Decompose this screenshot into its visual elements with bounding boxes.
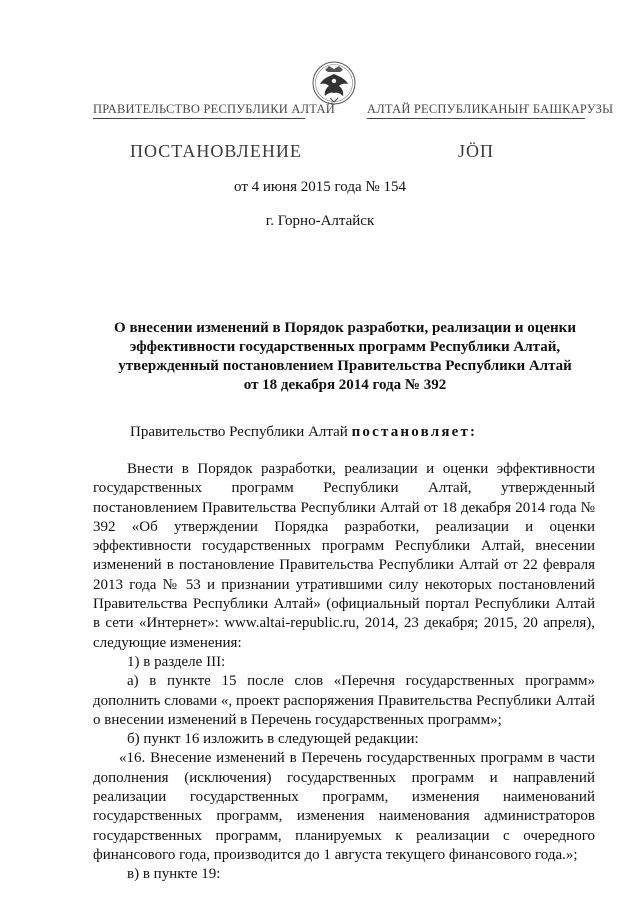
title-line: от 18 декабря 2014 года № 392 <box>243 377 447 393</box>
decree-verb: постановляет: <box>351 424 478 440</box>
header-rule-right <box>367 118 585 119</box>
altai-emblem-icon <box>311 58 357 108</box>
body-paragraph: Внести в Порядок разработки, реализации и оценки эффективности государственных программ Республики Алтай, утвержденный постановлением Правительства Республики Алтай от 18 декабря 2014 года № 392 «Об утверждении Порядка разработки, реализации и оценки эффективности государственных программ Республики Алтай, внесении изменений в постановление Правительства Республики Алтай от 22 февраля 2013 года № 53 и признании утратившими силу некоторых постановлений Правительства Республики Алтай» (официальный портал Республики Алтай в сети «Интернет»: www.altai-republic.ru, 2014, 23 декабря; 2015, 20 апреля), следующие изменения: <box>93 461 595 651</box>
document-date-number: от 4 июня 2015 года № 154 <box>234 179 406 195</box>
title-line: утвержденный постановлением Правительства Республики Алтай <box>118 358 572 374</box>
body-paragraph: 1) в разделе III: <box>127 653 226 670</box>
document-body <box>93 460 595 885</box>
header-rule-left <box>93 118 305 119</box>
body-paragraph: в) в пункте 19: <box>127 866 221 883</box>
doc-type-altai: ЈӦП <box>458 141 495 161</box>
title-line: О внесении изменений в Порядок разработки, реализации и оценки <box>114 320 576 336</box>
body-paragraph: а) в пункте 15 после слов «Перечня государственных программ» дополнить словами «, проект распоряжения Правительства Республики Алтай о внесении изменений в Перечень государственных программ»; <box>93 673 595 728</box>
doc-type-russian: ПОСТАНОВЛЕНИЕ <box>130 141 302 161</box>
government-name-russian: ПРАВИТЕЛЬСТВО РЕСПУБЛИКИ АЛТАЙ <box>93 102 335 116</box>
government-name-altai: АЛТАЙ РЕСПУБЛИКАНЫҤ БАШКАРУЗЫ <box>367 102 614 116</box>
body-paragraph: «16. Внесение изменений в Перечень государственных программ в части дополнения (исключения) государственных программ и направлений реализации государственных программ, изменения наименований государственных программ, изменения наименования администраторов государственных программ, планируемых к реализации с очередного финансового года, производится до 1 августа текущего финансового года.»; <box>93 750 595 863</box>
document-title <box>95 319 595 395</box>
title-line: эффективности государственных программ Республики Алтай, <box>129 339 561 355</box>
decree-statement <box>130 424 477 441</box>
document-city: г. Горно-Алтайск <box>265 213 375 229</box>
decree-lead: Правительство Республики Алтай <box>130 424 352 440</box>
body-paragraph: б) пункт 16 изложить в следующей редакции: <box>127 731 419 748</box>
